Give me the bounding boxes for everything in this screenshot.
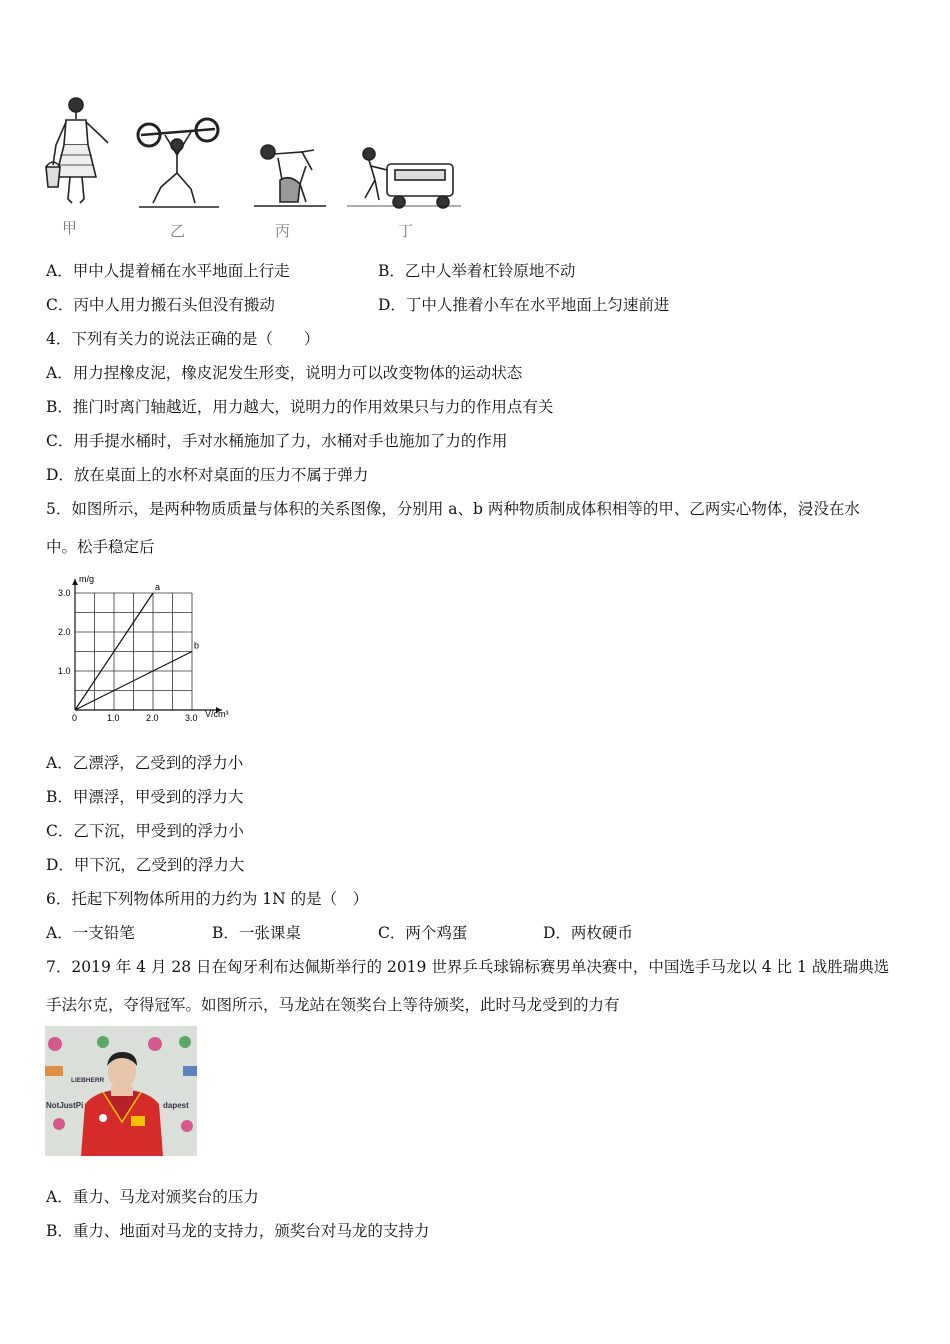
figure-label-yi: 乙 xyxy=(170,222,186,240)
chart-y-tick-label: 3.0 xyxy=(58,588,71,598)
q5-option-a: A．乙漂浮，乙受到的浮力小 xyxy=(46,754,244,772)
q3-option-c: C．丙中人用力搬石头但没有搬动 xyxy=(46,296,275,314)
q5-option-c: C．乙下沉，甲受到的浮力小 xyxy=(46,822,244,840)
q4-option-b: B．推门时离门轴越近，用力越大，说明力的作用效果只与力的作用点有关 xyxy=(46,398,554,416)
q5-option-b: B．甲漂浮，甲受到的浮力大 xyxy=(46,788,244,806)
figure-label-bing: 丙 xyxy=(275,222,291,240)
figure-label-jia: 甲 xyxy=(62,219,78,237)
q6-option-a: A．一支铅笔 xyxy=(46,924,135,942)
figure-jia-illustration xyxy=(40,95,120,220)
malong-podium-photo xyxy=(45,1026,197,1156)
q4-option-c: C．用手提水桶时，手对水桶施加了力，水桶对手也施加了力的作用 xyxy=(46,432,508,450)
chart-x-tick-label: 0 xyxy=(72,713,78,723)
chart-grid xyxy=(75,593,192,710)
q4-stem: 4．下列有关力的说法正确的是（ ） xyxy=(46,330,320,348)
q6-option-d: D．两枚硬币 xyxy=(543,924,633,942)
chart-tick-labels xyxy=(58,588,198,723)
q5-stem-line2: 中。松手稳定后 xyxy=(46,538,155,556)
photo-sponsor-text: LIEBHERR xyxy=(71,1077,105,1084)
q5-stem-line1: 5．如图所示，是两种物质质量与体积的关系图像，分别用 a、b 两种物质制成体积相等的甲、乙两实心物体，浸没在水 xyxy=(46,500,860,518)
q7-option-b: B．重力、地面对马龙的支持力，颁奖台对马龙的支持力 xyxy=(46,1222,430,1240)
q4-option-d: D．放在桌面上的水杯对桌面的压力不属于弹力 xyxy=(46,466,369,484)
mass-volume-chart xyxy=(45,570,245,730)
chart-y-arrow xyxy=(72,579,78,585)
q7-stem-line2: 手法尔克，夺得冠军。如图所示，马龙站在领奖台上等待颁奖，此时马龙受到的力有 xyxy=(46,996,620,1014)
q4-option-a: A．用力捏橡皮泥，橡皮泥发生形变，说明力可以改变物体的运动状态 xyxy=(46,364,523,382)
figure-label-ding: 丁 xyxy=(398,222,414,240)
chart-series-label-a: a xyxy=(155,582,161,592)
q6-option-b: B．一张课桌 xyxy=(212,924,301,942)
chart-x-tick-label: 3.0 xyxy=(185,713,198,723)
q6-option-c: C．两个鸡蛋 xyxy=(378,924,468,942)
chart-x-tick-label: 1.0 xyxy=(107,713,120,723)
chart-x-tick-label: 2.0 xyxy=(146,713,159,723)
figure-yi-illustration xyxy=(135,115,225,215)
figure-bing-illustration xyxy=(250,140,330,215)
chart-x-label: V/cm³ xyxy=(205,709,229,719)
photo-banner-left: NotJustPi xyxy=(46,1101,84,1110)
q3-figure xyxy=(40,95,470,245)
q7-stem-line1: 7．2019 年 4 月 28 日在匈牙利布达佩斯举行的 2019 世界乒乓球锦标赛男单决赛中，中国选手马龙以 4 比 1 战胜瑞典选 xyxy=(46,958,890,976)
chart-series-label-b: b xyxy=(194,640,200,651)
q3-option-a: A．甲中人提着桶在水平地面上行走 xyxy=(46,262,290,280)
q3-option-b: B．乙中人举着杠铃原地不动 xyxy=(378,262,576,280)
photo-banner-right: dapest xyxy=(163,1101,189,1110)
figure-ding-illustration xyxy=(345,140,465,215)
q7-option-a: A．重力、马龙对颁奖台的压力 xyxy=(46,1188,259,1206)
q3-option-d: D．丁中人推着小车在水平地面上匀速前进 xyxy=(378,296,670,314)
chart-y-tick-label: 2.0 xyxy=(58,627,71,637)
chart-y-tick-label: 1.0 xyxy=(58,666,71,676)
q5-option-d: D．甲下沉，乙受到的浮力大 xyxy=(46,856,245,874)
chart-y-label: m/g xyxy=(79,574,95,584)
q6-stem: 6．托起下列物体所用的力约为 1N 的是（ ） xyxy=(46,890,369,908)
